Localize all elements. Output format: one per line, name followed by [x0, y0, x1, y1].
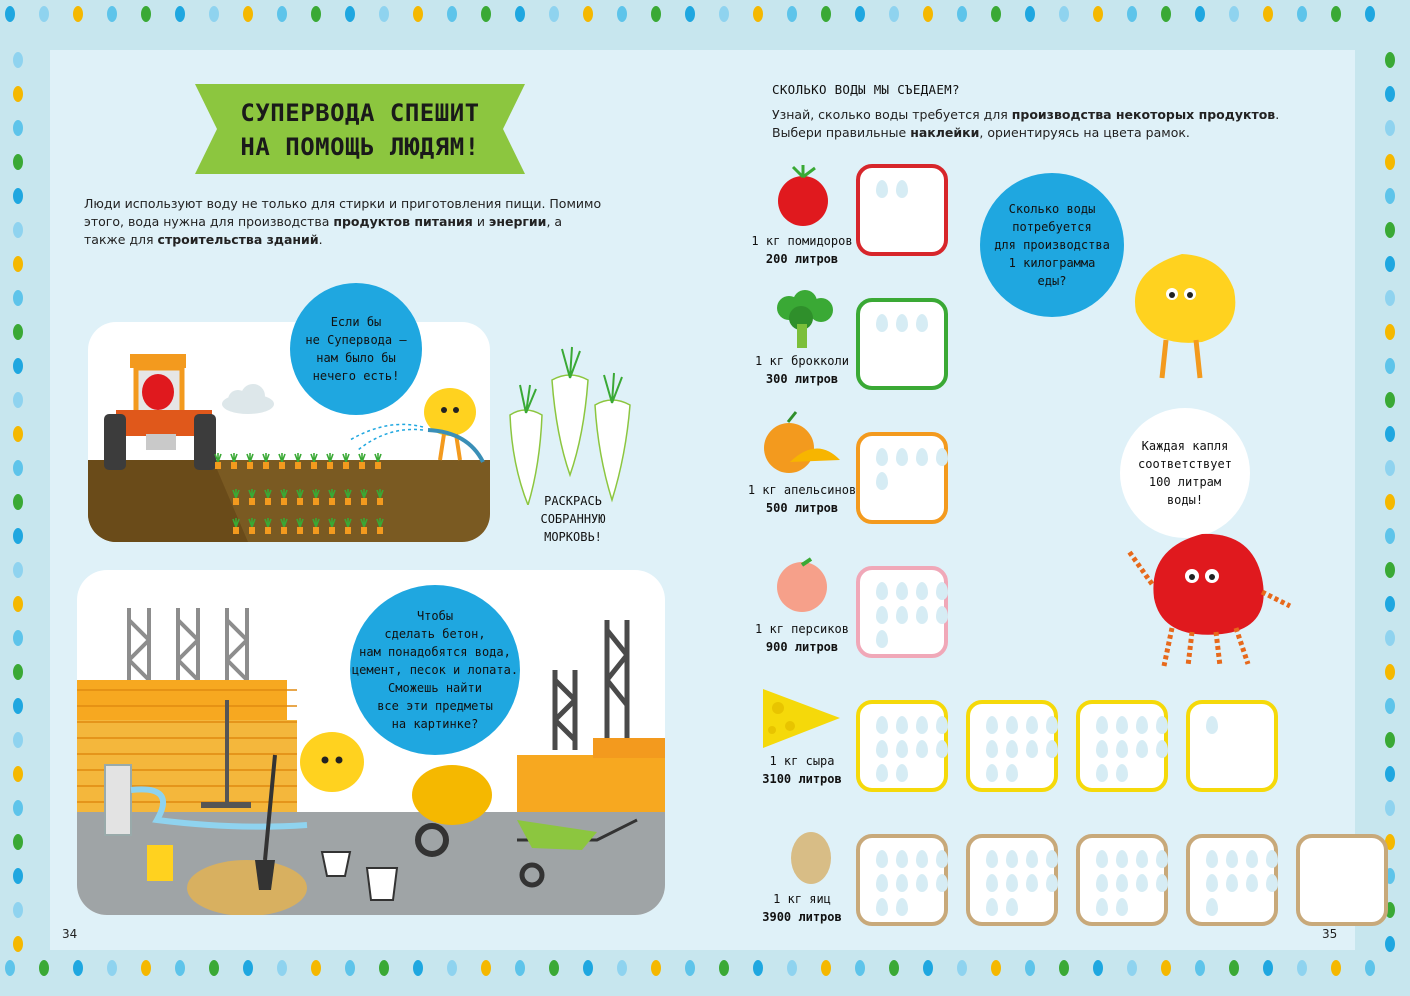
food-name: 1 кг помидоров [751, 234, 853, 248]
drop-icon [1156, 740, 1168, 758]
drop-icon [1226, 874, 1238, 892]
drop-icon [1116, 740, 1128, 758]
drop-icon [916, 716, 928, 734]
drop-icon [1026, 740, 1038, 758]
drop-icon [1156, 850, 1168, 868]
drop-icon [916, 314, 928, 332]
speech-bubble-question: Сколько воды потребуется для производства 1 килограмма еды? [980, 173, 1124, 317]
section-heading: СКОЛЬКО ВОДЫ МЫ СЪЕДАЕМ? [772, 82, 960, 97]
drop-icon [936, 874, 948, 892]
drop-icon [1096, 874, 1108, 892]
drop-icon [1206, 898, 1218, 916]
instructions-paragraph: Узнай, сколько воды требуется для производства некоторых продуктов. Выбери правильные наклейки, ориентируясь на цвета рамок. [772, 107, 1280, 140]
drop-icon [1006, 764, 1018, 782]
drop-icon [1246, 874, 1258, 892]
title-banner [195, 84, 525, 174]
food-label [742, 232, 862, 268]
drop-icon [936, 606, 948, 624]
drop-icon [896, 850, 908, 868]
carrot-caption: РАСКРАСЬ СОБРАННУЮ МОРКОВЬ! [540, 494, 606, 544]
drop-icon [1136, 874, 1148, 892]
drop-icon [916, 448, 928, 466]
drop-icon [876, 850, 888, 868]
drop-icon [916, 582, 928, 600]
drop-icon [936, 448, 948, 466]
sticker-box[interactable] [856, 700, 948, 792]
drop-icon [1046, 716, 1058, 734]
peach-icon [771, 555, 833, 613]
drop-icon [1026, 850, 1038, 868]
sticker-box[interactable] [1186, 700, 1278, 792]
page-number-left: 34 [62, 927, 78, 941]
drop-icon [1096, 850, 1108, 868]
drop-icon [876, 180, 888, 198]
drop-icon [1046, 874, 1058, 892]
yellow-character [1122, 250, 1252, 380]
speech-bubble-food: Если бы не Супервода — нам было бы нечего есть! [290, 283, 422, 415]
sticker-box[interactable] [966, 834, 1058, 926]
drop-icon [1026, 716, 1038, 734]
speech-bubble-drop: Каждая капля соответствует 100 литрам воды! [1120, 408, 1250, 538]
drop-icon [876, 740, 888, 758]
drop-icon [896, 874, 908, 892]
page-number-right: 35 [1322, 927, 1338, 941]
food-name: 1 кг апельсинов [747, 483, 857, 497]
drop-icon [1026, 874, 1038, 892]
food-water-amount: 3100 литров [762, 772, 842, 786]
sticker-box[interactable] [966, 700, 1058, 792]
drop-icon [896, 582, 908, 600]
drop-icon [896, 448, 908, 466]
sticker-box[interactable] [1076, 834, 1168, 926]
food-label [742, 752, 862, 788]
drop-icon [896, 314, 908, 332]
drop-icon [896, 180, 908, 198]
food-label [742, 481, 862, 517]
food-water-amount: 200 литров [765, 252, 839, 266]
sticker-box[interactable] [856, 298, 948, 390]
drop-icon [1136, 740, 1148, 758]
orange-icon [762, 406, 842, 476]
food-name: 1 кг персиков [755, 622, 849, 636]
drop-icon [1116, 874, 1128, 892]
drop-icon [1156, 874, 1168, 892]
egg-icon [788, 828, 834, 886]
food-name: 1 кг сыра [769, 754, 835, 768]
red-character [1112, 528, 1302, 668]
drop-icon [876, 874, 888, 892]
drop-icon [876, 716, 888, 734]
drop-icon [1006, 850, 1018, 868]
drop-icon [936, 740, 948, 758]
drop-icon [876, 472, 888, 490]
sticker-box[interactable] [856, 164, 948, 256]
drop-icon [1246, 850, 1258, 868]
drop-icon [1006, 898, 1018, 916]
food-water-amount: 3900 литров [762, 910, 842, 924]
drop-icon [1096, 764, 1108, 782]
drop-icon [1136, 850, 1148, 868]
drop-icon [916, 740, 928, 758]
drop-icon [916, 874, 928, 892]
sticker-box[interactable] [856, 432, 948, 524]
drop-icon [896, 716, 908, 734]
drop-icon [1136, 716, 1148, 734]
sticker-box[interactable] [856, 834, 948, 926]
drop-icon [1096, 898, 1108, 916]
food-name: 1 кг яиц [773, 892, 831, 906]
drop-icon [1266, 850, 1278, 868]
drop-icon [896, 606, 908, 624]
food-water-amount: 500 литров [765, 501, 839, 515]
drop-icon [896, 898, 908, 916]
drop-icon [1206, 716, 1218, 734]
drop-icon [1116, 850, 1128, 868]
drop-icon [896, 740, 908, 758]
drop-icon [1096, 740, 1108, 758]
drop-icon [1046, 740, 1058, 758]
drop-icon [896, 764, 908, 782]
drop-icon [876, 606, 888, 624]
drop-icon [876, 314, 888, 332]
page-title: СУПЕРВОДА СПЕШИТ НА ПОМОЩЬ ЛЮДЯМ! [240, 99, 480, 161]
drop-icon [1206, 850, 1218, 868]
drop-icon [1006, 874, 1018, 892]
drop-icon [916, 850, 928, 868]
drop-icon [986, 716, 998, 734]
speech-bubble-concrete: Чтобы сделать бетон, нам понадобятся вода, цемент, песок и лопата. Сможешь найти все эти предметы на картинке? [350, 585, 520, 755]
drop-icon [1116, 716, 1128, 734]
drop-icon [876, 764, 888, 782]
drop-icon [1096, 716, 1108, 734]
drop-icon [876, 448, 888, 466]
drop-icon [1006, 740, 1018, 758]
sticker-box[interactable] [1296, 834, 1388, 926]
cheese-icon [760, 686, 842, 750]
farm-illustration [88, 322, 490, 542]
drop-icon [1116, 898, 1128, 916]
sticker-box[interactable] [856, 566, 948, 658]
drop-icon [986, 740, 998, 758]
tomato-icon [773, 163, 833, 229]
drop-icon [1046, 850, 1058, 868]
sticker-box[interactable] [1186, 834, 1278, 926]
drop-icon [1226, 850, 1238, 868]
drop-icon [936, 850, 948, 868]
drop-icon [876, 898, 888, 916]
food-label [742, 890, 862, 926]
food-water-amount: 900 литров [765, 640, 839, 654]
food-label [742, 620, 862, 656]
food-label [742, 352, 862, 388]
carrots-to-color [500, 345, 640, 505]
drop-icon [936, 716, 948, 734]
drop-icon [936, 582, 948, 600]
drop-icon [1156, 716, 1168, 734]
drop-icon [986, 850, 998, 868]
drop-icon [1266, 874, 1278, 892]
drop-icon [1116, 764, 1128, 782]
sticker-box[interactable] [1076, 700, 1168, 792]
drop-icon [876, 582, 888, 600]
drop-icon [986, 874, 998, 892]
food-name: 1 кг брокколи [755, 354, 849, 368]
drop-icon [986, 898, 998, 916]
drop-icon [876, 630, 888, 648]
food-water-amount: 300 литров [765, 372, 839, 386]
broccoli-icon [771, 290, 835, 350]
farm-scene [88, 322, 490, 542]
drop-icon [916, 606, 928, 624]
drop-icon [986, 764, 998, 782]
drop-icon [1006, 716, 1018, 734]
drop-icon [1206, 874, 1218, 892]
intro-paragraph: Люди используют воду не только для стирки и приготовления пищи. Помимо этого, вода нужна для производства продуктов питания и энергии, а также для строительства зданий. [84, 196, 602, 247]
